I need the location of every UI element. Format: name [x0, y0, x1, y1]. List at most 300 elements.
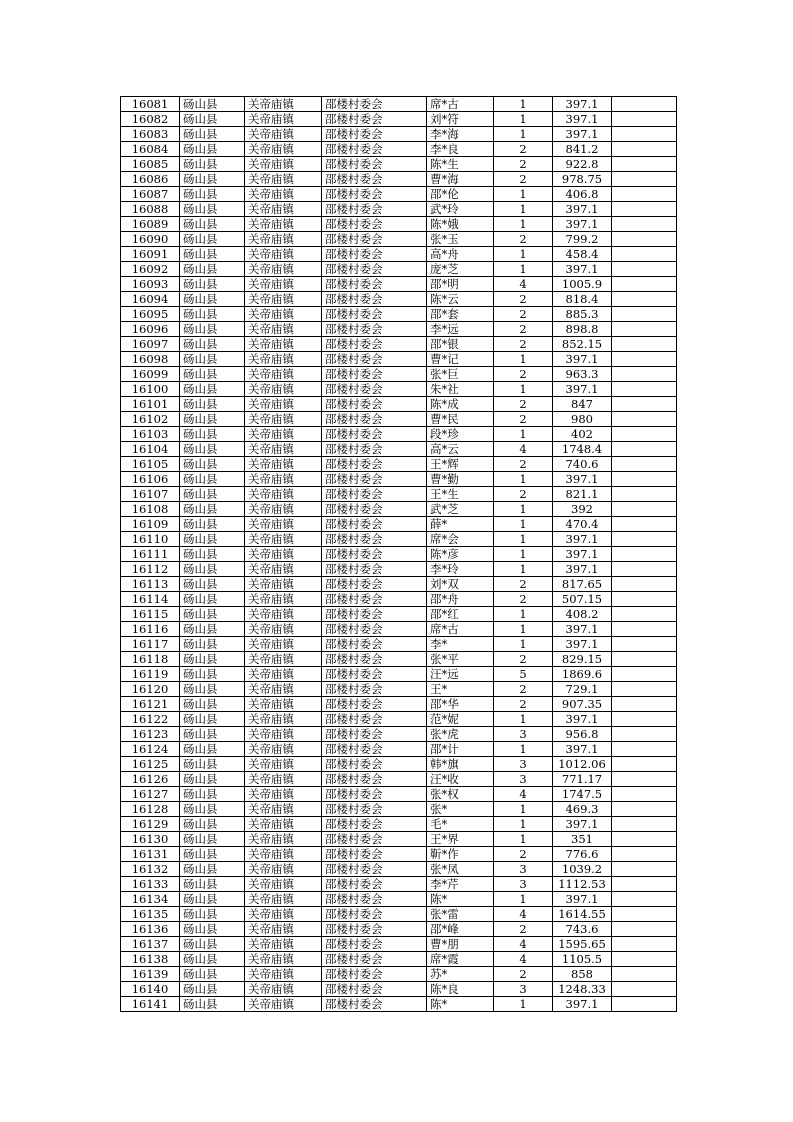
cell-name: 李*远	[427, 322, 494, 337]
cell-household-size: 4	[494, 952, 553, 967]
cell-record-id: 16141	[121, 997, 180, 1012]
cell-town: 关帝庙镇	[245, 187, 322, 202]
cell-remark	[612, 607, 677, 622]
cell-amount: 1112.53	[553, 877, 612, 892]
cell-remark	[612, 787, 677, 802]
table-row	[121, 307, 677, 322]
cell-town: 关帝庙镇	[245, 697, 322, 712]
cell-amount: 847	[553, 397, 612, 412]
cell-village: 邵楼村委会	[322, 307, 427, 322]
cell-county: 砀山县	[180, 412, 245, 427]
cell-county: 砀山县	[180, 622, 245, 637]
cell-village: 邵楼村委会	[322, 607, 427, 622]
cell-household-size: 2	[494, 847, 553, 862]
cell-town: 关帝庙镇	[245, 307, 322, 322]
cell-name: 王*	[427, 682, 494, 697]
cell-name: 高*舟	[427, 247, 494, 262]
cell-remark	[612, 832, 677, 847]
cell-household-size: 3	[494, 727, 553, 742]
cell-county: 砀山县	[180, 997, 245, 1012]
cell-remark	[612, 697, 677, 712]
cell-record-id: 16125	[121, 757, 180, 772]
cell-town: 关帝庙镇	[245, 562, 322, 577]
table-row	[121, 877, 677, 892]
cell-county: 砀山县	[180, 652, 245, 667]
cell-record-id: 16094	[121, 292, 180, 307]
cell-remark	[612, 277, 677, 292]
table-row	[121, 802, 677, 817]
cell-county: 砀山县	[180, 442, 245, 457]
cell-household-size: 1	[494, 817, 553, 832]
cell-county: 砀山县	[180, 322, 245, 337]
cell-county: 砀山县	[180, 352, 245, 367]
cell-county: 砀山县	[180, 472, 245, 487]
cell-remark	[612, 637, 677, 652]
cell-town: 关帝庙镇	[245, 622, 322, 637]
cell-village: 邵楼村委会	[322, 277, 427, 292]
cell-name: 靳*作	[427, 847, 494, 862]
cell-name: 陈*良	[427, 982, 494, 997]
cell-name: 朱*社	[427, 382, 494, 397]
cell-county: 砀山县	[180, 187, 245, 202]
table-row	[121, 472, 677, 487]
cell-amount: 397.1	[553, 997, 612, 1012]
table-row	[121, 727, 677, 742]
table-row	[121, 532, 677, 547]
cell-town: 关帝庙镇	[245, 352, 322, 367]
table-row	[121, 892, 677, 907]
table-row	[121, 787, 677, 802]
cell-remark	[612, 112, 677, 127]
cell-county: 砀山县	[180, 97, 245, 112]
cell-remark	[612, 532, 677, 547]
cell-household-size: 1	[494, 472, 553, 487]
cell-town: 关帝庙镇	[245, 292, 322, 307]
cell-amount: 397.1	[553, 127, 612, 142]
cell-remark	[612, 442, 677, 457]
cell-amount: 907.35	[553, 697, 612, 712]
cell-record-id: 16110	[121, 532, 180, 547]
cell-remark	[612, 937, 677, 952]
cell-village: 邵楼村委会	[322, 172, 427, 187]
cell-household-size: 1	[494, 802, 553, 817]
cell-household-size: 1	[494, 247, 553, 262]
cell-household-size: 3	[494, 877, 553, 892]
cell-town: 关帝庙镇	[245, 742, 322, 757]
cell-record-id: 16123	[121, 727, 180, 742]
cell-household-size: 4	[494, 787, 553, 802]
cell-county: 砀山县	[180, 907, 245, 922]
cell-amount: 458.4	[553, 247, 612, 262]
cell-amount: 956.8	[553, 727, 612, 742]
cell-household-size: 1	[494, 202, 553, 217]
cell-town: 关帝庙镇	[245, 262, 322, 277]
cell-household-size: 4	[494, 907, 553, 922]
cell-record-id: 16138	[121, 952, 180, 967]
cell-household-size: 2	[494, 292, 553, 307]
cell-record-id: 16095	[121, 307, 180, 322]
cell-name: 毛*	[427, 817, 494, 832]
cell-amount: 397.1	[553, 262, 612, 277]
cell-record-id: 16100	[121, 382, 180, 397]
cell-record-id: 16089	[121, 217, 180, 232]
cell-remark	[612, 472, 677, 487]
cell-village: 邵楼村委会	[322, 367, 427, 382]
cell-amount: 470.4	[553, 517, 612, 532]
cell-amount: 799.2	[553, 232, 612, 247]
cell-village: 邵楼村委会	[322, 442, 427, 457]
cell-record-id: 16111	[121, 547, 180, 562]
roster-table	[120, 96, 677, 1012]
cell-remark	[612, 922, 677, 937]
cell-amount: 397.1	[553, 547, 612, 562]
table-row	[121, 502, 677, 517]
table-row	[121, 97, 677, 112]
cell-remark	[612, 982, 677, 997]
table-row	[121, 622, 677, 637]
cell-village: 邵楼村委会	[322, 337, 427, 352]
cell-amount: 1869.6	[553, 667, 612, 682]
cell-remark	[612, 262, 677, 277]
cell-record-id: 16137	[121, 937, 180, 952]
cell-remark	[612, 97, 677, 112]
cell-name: 李*海	[427, 127, 494, 142]
cell-name: 张*权	[427, 787, 494, 802]
cell-record-id: 16121	[121, 697, 180, 712]
cell-remark	[612, 427, 677, 442]
cell-county: 砀山县	[180, 787, 245, 802]
cell-remark	[612, 127, 677, 142]
cell-record-id: 16107	[121, 487, 180, 502]
cell-amount: 397.1	[553, 472, 612, 487]
cell-county: 砀山县	[180, 862, 245, 877]
table-row	[121, 157, 677, 172]
cell-town: 关帝庙镇	[245, 937, 322, 952]
cell-name: 王*界	[427, 832, 494, 847]
cell-town: 关帝庙镇	[245, 907, 322, 922]
cell-name: 张*巨	[427, 367, 494, 382]
cell-name: 曹*记	[427, 352, 494, 367]
table-row	[121, 262, 677, 277]
cell-name: 席*会	[427, 532, 494, 547]
cell-county: 砀山县	[180, 952, 245, 967]
cell-name: 李*良	[427, 142, 494, 157]
cell-village: 邵楼村委会	[322, 322, 427, 337]
cell-record-id: 16130	[121, 832, 180, 847]
cell-name: 陈*生	[427, 157, 494, 172]
cell-name: 邵*峰	[427, 922, 494, 937]
cell-amount: 397.1	[553, 202, 612, 217]
cell-amount: 852.15	[553, 337, 612, 352]
cell-village: 邵楼村委会	[322, 727, 427, 742]
cell-county: 砀山县	[180, 922, 245, 937]
cell-household-size: 2	[494, 922, 553, 937]
cell-village: 邵楼村委会	[322, 637, 427, 652]
cell-record-id: 16129	[121, 817, 180, 832]
cell-household-size: 3	[494, 772, 553, 787]
cell-county: 砀山县	[180, 487, 245, 502]
cell-amount: 743.6	[553, 922, 612, 937]
cell-remark	[612, 142, 677, 157]
cell-amount: 397.1	[553, 817, 612, 832]
cell-county: 砀山县	[180, 877, 245, 892]
cell-village: 邵楼村委会	[322, 262, 427, 277]
cell-town: 关帝庙镇	[245, 862, 322, 877]
cell-county: 砀山县	[180, 457, 245, 472]
table-row	[121, 847, 677, 862]
cell-county: 砀山县	[180, 892, 245, 907]
cell-remark	[612, 817, 677, 832]
cell-household-size: 2	[494, 157, 553, 172]
cell-town: 关帝庙镇	[245, 787, 322, 802]
table-row	[121, 742, 677, 757]
cell-name: 李*芹	[427, 877, 494, 892]
cell-amount: 817.65	[553, 577, 612, 592]
cell-name: 曹*勤	[427, 472, 494, 487]
cell-record-id: 16134	[121, 892, 180, 907]
cell-village: 邵楼村委会	[322, 352, 427, 367]
cell-record-id: 16081	[121, 97, 180, 112]
cell-village: 邵楼村委会	[322, 682, 427, 697]
cell-household-size: 3	[494, 862, 553, 877]
cell-county: 砀山县	[180, 397, 245, 412]
cell-name: 武*玲	[427, 202, 494, 217]
cell-village: 邵楼村委会	[322, 202, 427, 217]
cell-amount: 351	[553, 832, 612, 847]
cell-remark	[612, 577, 677, 592]
cell-amount: 1595.65	[553, 937, 612, 952]
cell-village: 邵楼村委会	[322, 832, 427, 847]
cell-remark	[612, 907, 677, 922]
cell-record-id: 16083	[121, 127, 180, 142]
cell-household-size: 2	[494, 322, 553, 337]
table-row	[121, 397, 677, 412]
cell-town: 关帝庙镇	[245, 487, 322, 502]
cell-household-size: 1	[494, 742, 553, 757]
cell-remark	[612, 592, 677, 607]
cell-record-id: 16090	[121, 232, 180, 247]
table-row	[121, 142, 677, 157]
cell-town: 关帝庙镇	[245, 472, 322, 487]
cell-town: 关帝庙镇	[245, 997, 322, 1012]
cell-amount: 397.1	[553, 217, 612, 232]
table-row	[121, 997, 677, 1012]
cell-county: 砀山县	[180, 832, 245, 847]
cell-amount: 1105.5	[553, 952, 612, 967]
cell-record-id: 16140	[121, 982, 180, 997]
cell-record-id: 16103	[121, 427, 180, 442]
cell-village: 邵楼村委会	[322, 457, 427, 472]
cell-village: 邵楼村委会	[322, 622, 427, 637]
cell-name: 张*平	[427, 652, 494, 667]
table-row	[121, 832, 677, 847]
cell-village: 邵楼村委会	[322, 562, 427, 577]
cell-town: 关帝庙镇	[245, 427, 322, 442]
table-row	[121, 682, 677, 697]
cell-county: 砀山县	[180, 382, 245, 397]
cell-county: 砀山县	[180, 112, 245, 127]
cell-household-size: 1	[494, 127, 553, 142]
cell-amount: 397.1	[553, 712, 612, 727]
table-row	[121, 652, 677, 667]
cell-amount: 771.17	[553, 772, 612, 787]
cell-record-id: 16128	[121, 802, 180, 817]
cell-county: 砀山县	[180, 532, 245, 547]
cell-village: 邵楼村委会	[322, 547, 427, 562]
cell-remark	[612, 562, 677, 577]
cell-record-id: 16084	[121, 142, 180, 157]
roster-table-body	[121, 97, 677, 1012]
cell-record-id: 16133	[121, 877, 180, 892]
cell-record-id: 16117	[121, 637, 180, 652]
roster-sheet	[120, 96, 672, 1012]
cell-remark	[612, 652, 677, 667]
cell-record-id: 16092	[121, 262, 180, 277]
cell-village: 邵楼村委会	[322, 892, 427, 907]
cell-village: 邵楼村委会	[322, 982, 427, 997]
cell-record-id: 16108	[121, 502, 180, 517]
cell-amount: 818.4	[553, 292, 612, 307]
cell-remark	[612, 517, 677, 532]
cell-village: 邵楼村委会	[322, 127, 427, 142]
cell-household-size: 1	[494, 607, 553, 622]
cell-amount: 1614.55	[553, 907, 612, 922]
table-row	[121, 322, 677, 337]
cell-county: 砀山县	[180, 307, 245, 322]
cell-town: 关帝庙镇	[245, 667, 322, 682]
cell-name: 韩*旗	[427, 757, 494, 772]
cell-name: 陈*成	[427, 397, 494, 412]
cell-household-size: 1	[494, 712, 553, 727]
cell-record-id: 16136	[121, 922, 180, 937]
cell-amount: 776.6	[553, 847, 612, 862]
table-row	[121, 907, 677, 922]
cell-remark	[612, 802, 677, 817]
cell-village: 邵楼村委会	[322, 502, 427, 517]
cell-county: 砀山县	[180, 157, 245, 172]
cell-record-id: 16131	[121, 847, 180, 862]
cell-remark	[612, 217, 677, 232]
cell-amount: 898.8	[553, 322, 612, 337]
cell-town: 关帝庙镇	[245, 112, 322, 127]
cell-county: 砀山县	[180, 802, 245, 817]
cell-town: 关帝庙镇	[245, 892, 322, 907]
cell-remark	[612, 667, 677, 682]
cell-remark	[612, 307, 677, 322]
cell-household-size: 1	[494, 517, 553, 532]
cell-village: 邵楼村委会	[322, 757, 427, 772]
cell-amount: 392	[553, 502, 612, 517]
cell-county: 砀山县	[180, 982, 245, 997]
table-row	[121, 517, 677, 532]
cell-county: 砀山县	[180, 337, 245, 352]
cell-village: 邵楼村委会	[322, 877, 427, 892]
cell-record-id: 16086	[121, 172, 180, 187]
cell-name: 邵*银	[427, 337, 494, 352]
table-row	[121, 697, 677, 712]
cell-household-size: 2	[494, 337, 553, 352]
table-row	[121, 382, 677, 397]
cell-name: 刘*符	[427, 112, 494, 127]
cell-town: 关帝庙镇	[245, 127, 322, 142]
table-row	[121, 817, 677, 832]
cell-village: 邵楼村委会	[322, 592, 427, 607]
cell-amount: 397.1	[553, 532, 612, 547]
cell-town: 关帝庙镇	[245, 517, 322, 532]
cell-village: 邵楼村委会	[322, 862, 427, 877]
cell-household-size: 2	[494, 652, 553, 667]
cell-household-size: 4	[494, 937, 553, 952]
cell-village: 邵楼村委会	[322, 847, 427, 862]
cell-amount: 821.1	[553, 487, 612, 502]
cell-village: 邵楼村委会	[322, 967, 427, 982]
cell-town: 关帝庙镇	[245, 412, 322, 427]
cell-record-id: 16105	[121, 457, 180, 472]
cell-remark	[612, 487, 677, 502]
cell-amount: 397.1	[553, 637, 612, 652]
table-row	[121, 217, 677, 232]
table-row	[121, 172, 677, 187]
cell-amount: 829.15	[553, 652, 612, 667]
table-row	[121, 367, 677, 382]
cell-record-id: 16112	[121, 562, 180, 577]
cell-village: 邵楼村委会	[322, 667, 427, 682]
cell-village: 邵楼村委会	[322, 247, 427, 262]
cell-town: 关帝庙镇	[245, 772, 322, 787]
cell-village: 邵楼村委会	[322, 97, 427, 112]
cell-household-size: 1	[494, 637, 553, 652]
cell-household-size: 1	[494, 262, 553, 277]
cell-town: 关帝庙镇	[245, 847, 322, 862]
cell-county: 砀山县	[180, 772, 245, 787]
cell-town: 关帝庙镇	[245, 157, 322, 172]
cell-county: 砀山县	[180, 577, 245, 592]
cell-remark	[612, 157, 677, 172]
cell-town: 关帝庙镇	[245, 457, 322, 472]
cell-county: 砀山县	[180, 547, 245, 562]
cell-household-size: 2	[494, 367, 553, 382]
cell-county: 砀山县	[180, 277, 245, 292]
cell-county: 砀山县	[180, 202, 245, 217]
cell-remark	[612, 997, 677, 1012]
cell-record-id: 16114	[121, 592, 180, 607]
cell-name: 张*雷	[427, 907, 494, 922]
cell-town: 关帝庙镇	[245, 502, 322, 517]
cell-household-size: 1	[494, 97, 553, 112]
cell-record-id: 16097	[121, 337, 180, 352]
cell-name: 邵*伦	[427, 187, 494, 202]
cell-town: 关帝庙镇	[245, 367, 322, 382]
cell-county: 砀山县	[180, 847, 245, 862]
cell-town: 关帝庙镇	[245, 982, 322, 997]
cell-household-size: 1	[494, 382, 553, 397]
cell-remark	[612, 502, 677, 517]
cell-record-id: 16096	[121, 322, 180, 337]
cell-record-id: 16101	[121, 397, 180, 412]
cell-household-size: 1	[494, 997, 553, 1012]
cell-household-size: 1	[494, 112, 553, 127]
cell-amount: 469.3	[553, 802, 612, 817]
cell-village: 邵楼村委会	[322, 997, 427, 1012]
cell-county: 砀山县	[180, 682, 245, 697]
cell-amount: 1005.9	[553, 277, 612, 292]
cell-village: 邵楼村委会	[322, 187, 427, 202]
cell-household-size: 2	[494, 682, 553, 697]
cell-town: 关帝庙镇	[245, 382, 322, 397]
table-row	[121, 772, 677, 787]
cell-record-id: 16127	[121, 787, 180, 802]
table-row	[121, 427, 677, 442]
